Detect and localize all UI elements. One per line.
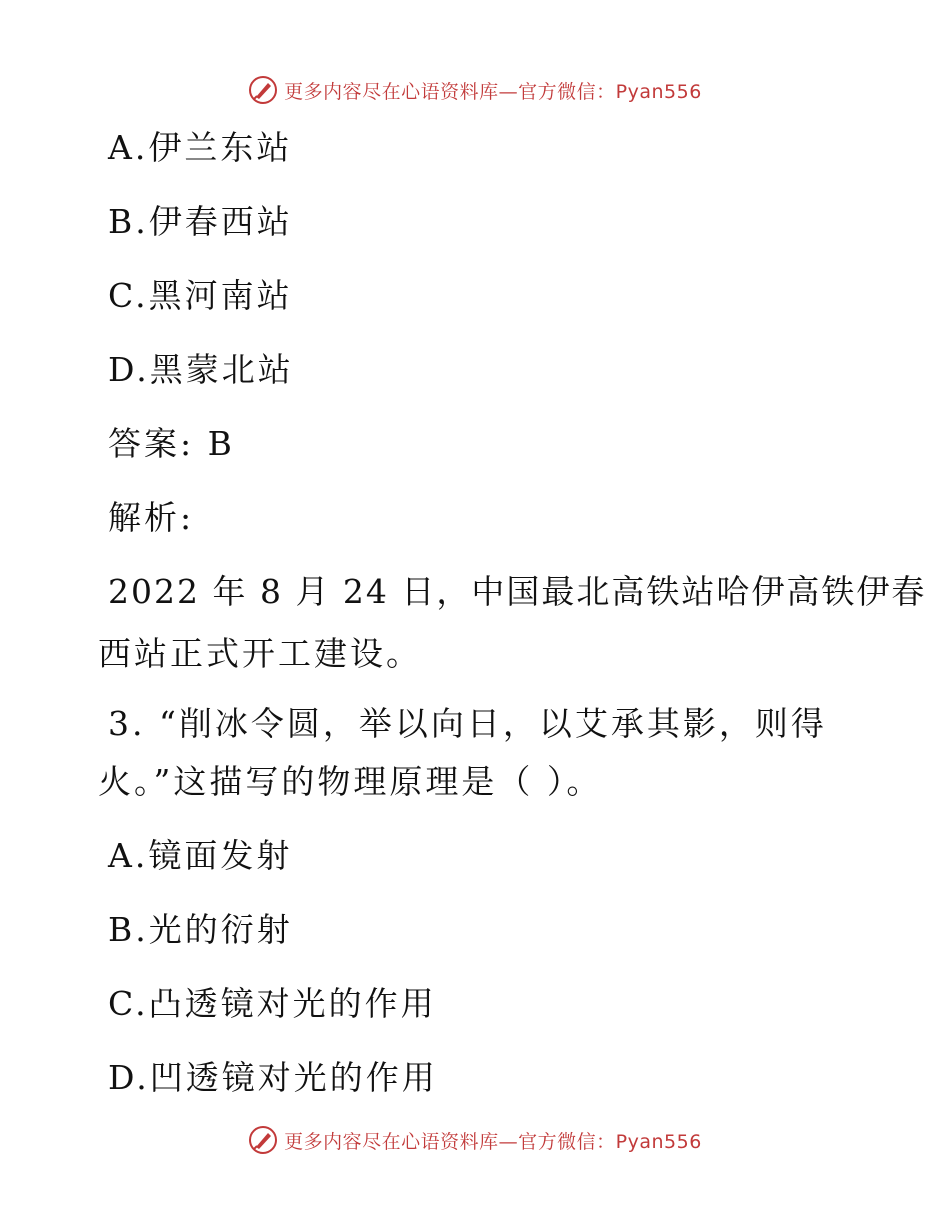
- analysis-line-1: 2022 年 8 月 24 日，中国最北高铁站哈伊高铁伊春: [108, 572, 927, 611]
- watermark-text: 更多内容尽在心语资料库—官方微信：Pyan556: [284, 80, 702, 103]
- analysis-label: 解析:: [108, 498, 195, 537]
- option-d-prev: D.黑蒙北站: [108, 350, 294, 389]
- quill-pen-logo-icon: [248, 1125, 278, 1155]
- option-a: A.镜面发射: [108, 836, 293, 875]
- watermark-text: 更多内容尽在心语资料库—官方微信：Pyan556: [284, 1130, 702, 1153]
- option-b: B.光的衍射: [108, 910, 293, 949]
- watermark-footer: [0, 1120, 950, 1160]
- answer-text: 答案: B: [108, 424, 235, 463]
- quill-pen-logo-icon: [248, 75, 278, 105]
- watermark-header: [0, 70, 950, 110]
- option-b-prev: B.伊春西站: [108, 202, 293, 241]
- option-a-prev: A.伊兰东站: [108, 128, 293, 167]
- question-3-stem-line-2: 火。”这描写的物理原理是（ ）。: [98, 762, 603, 801]
- option-c-prev: C.黑河南站: [108, 276, 293, 315]
- option-d: D.凹透镜对光的作用: [108, 1058, 438, 1097]
- question-3-stem-line-1: 3. “削冰令圆，举以向日，以艾承其影，则得: [108, 704, 827, 743]
- analysis-line-2: 西站正式开工建设。: [98, 634, 422, 673]
- option-c: C.凸透镜对光的作用: [108, 984, 437, 1023]
